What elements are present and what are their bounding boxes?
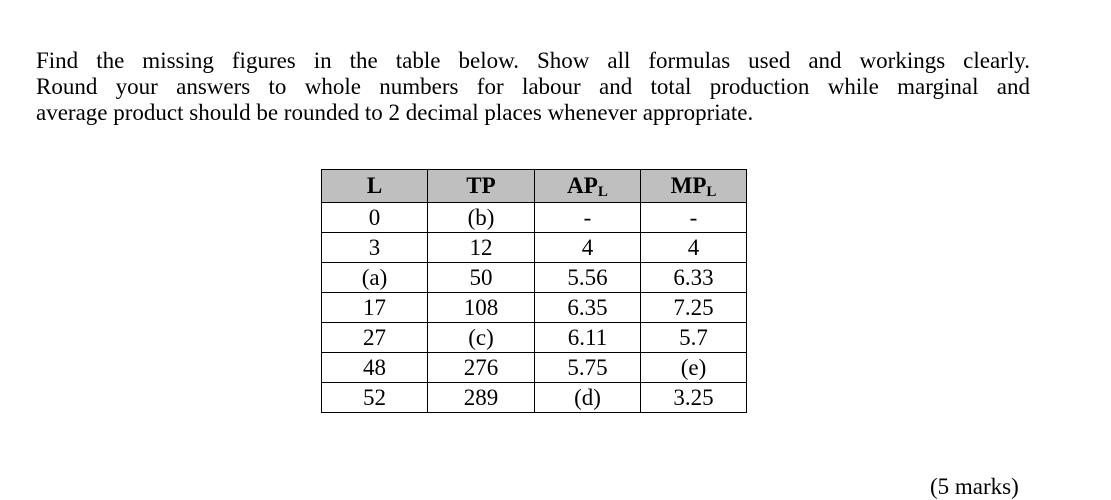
cell-tp: 50 bbox=[428, 263, 535, 293]
cell-l: 0 bbox=[322, 203, 428, 233]
cell-apl: 5.56 bbox=[535, 263, 641, 293]
marks-allocation: (5 marks) bbox=[930, 474, 1019, 499]
cell-apl: 4 bbox=[535, 233, 641, 263]
cell-tp: 108 bbox=[428, 293, 535, 323]
cell-apl: - bbox=[535, 203, 641, 233]
instruction-line-3: average product should be rounded to 2 decimal places whenever appropriate. bbox=[36, 100, 754, 125]
cell-tp: (c) bbox=[428, 323, 535, 353]
header-labour: L bbox=[322, 170, 428, 203]
cell-apl: 5.75 bbox=[535, 353, 641, 383]
cell-tp: 12 bbox=[428, 233, 535, 263]
header-average-product bbox=[535, 170, 641, 203]
header-apl-main: AP bbox=[567, 173, 598, 198]
table-row bbox=[322, 263, 747, 293]
cell-l: 52 bbox=[322, 383, 428, 413]
production-table bbox=[321, 169, 747, 413]
table-row bbox=[322, 353, 747, 383]
cell-l: (a) bbox=[322, 263, 428, 293]
cell-apl: 6.35 bbox=[535, 293, 641, 323]
table-row bbox=[322, 293, 747, 323]
table-row bbox=[322, 203, 747, 233]
cell-l: 27 bbox=[322, 323, 428, 353]
header-marginal-product bbox=[641, 170, 747, 203]
cell-mpl: (e) bbox=[641, 353, 747, 383]
cell-apl: (d) bbox=[535, 383, 641, 413]
table-header-row bbox=[322, 170, 747, 203]
cell-l: 3 bbox=[322, 233, 428, 263]
cell-apl: 6.11 bbox=[535, 323, 641, 353]
header-mpl-sub: L bbox=[706, 184, 717, 200]
cell-mpl: 7.25 bbox=[641, 293, 747, 323]
header-mpl-main: MP bbox=[670, 173, 707, 198]
cell-tp: 276 bbox=[428, 353, 535, 383]
cell-tp: 289 bbox=[428, 383, 535, 413]
cell-mpl: 5.7 bbox=[641, 323, 747, 353]
cell-l: 17 bbox=[322, 293, 428, 323]
table-row bbox=[322, 323, 747, 353]
cell-mpl: 3.25 bbox=[641, 383, 747, 413]
cell-mpl: 6.33 bbox=[641, 263, 747, 293]
table-row bbox=[322, 383, 747, 413]
header-total-product: TP bbox=[428, 170, 535, 203]
table-row bbox=[322, 233, 747, 263]
cell-tp: (b) bbox=[428, 203, 535, 233]
cell-l: 48 bbox=[322, 353, 428, 383]
cell-mpl: - bbox=[641, 203, 747, 233]
question-instructions bbox=[36, 48, 1030, 126]
cell-mpl: 4 bbox=[641, 233, 747, 263]
header-apl-sub: L bbox=[597, 184, 608, 200]
instruction-line-1: Find the missing figures in the table below. Show all formulas used and workings clearly. bbox=[36, 48, 1030, 73]
instruction-line-2: Round your answers to whole numbers for labour and total production while marginal and bbox=[36, 74, 1030, 99]
